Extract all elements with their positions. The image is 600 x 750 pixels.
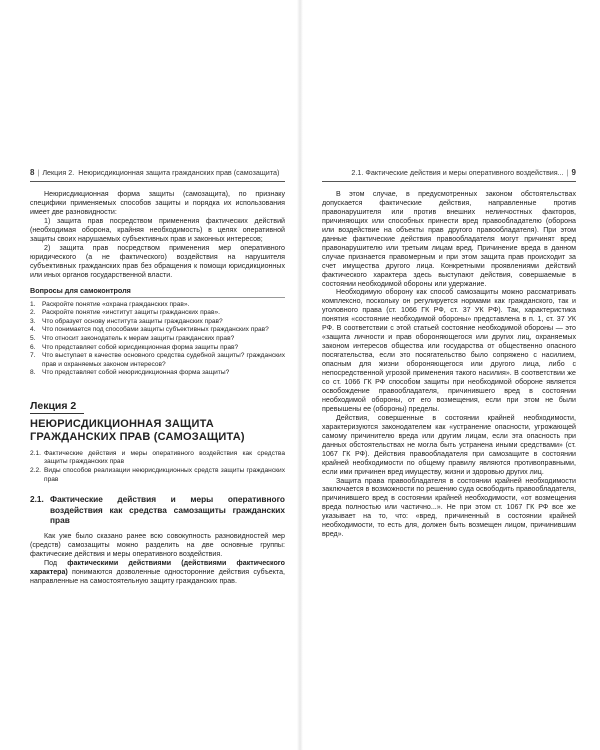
bold-term: фактическими действиями (действиями фактического характера) xyxy=(30,558,285,576)
intro-paragraph-2: 1) защита прав посредством применения фактических действий (необходимая оборона, крайняя необходимость) в целях оперативной защиты своих нарушаемых субъективных прав и законных интересов; xyxy=(30,216,285,243)
right-header-section: 2.1. Фактические действия и меры оперативного воздействия... xyxy=(351,168,564,177)
section-number: 2.1. xyxy=(30,494,44,505)
right-running-header: 2.1. Фактические действия и меры оперативного воздействия... | 9 xyxy=(322,165,576,182)
list-item: 7. Что выступает в качестве основного средства судебной защиты? гражданских прав и охраняемых законом интересов? xyxy=(30,352,285,368)
intro-paragraph-1: Неюрисдикционная форма защиты (самозащита), по признаку специфики применяемых способов защиты и порядка их использования имеет две разновидности: xyxy=(30,190,285,216)
right-page-number: 9 xyxy=(571,168,576,177)
left-page-number: 8 xyxy=(30,168,35,177)
right-paragraph-1: В этом случае, в предусмотренных законом обстоятельствах допускается фактические действия, направленные против правонарушителя или против внешних нелинчостных факторов, причиняющих или способных принести вред правообладателю (оборона или воздействие на объекты прав другого правообладателя). При этом данные фактические действия правообладателя могут причинят вред правонарушителю или третьим лицам вред. Причинение вреда в данном случае признается правомерным и при этом защита прав происходит за счет имущества другого лица. Конкретными проявлениями действий фактического характера здесь выступают действия, совершаемые в состоянии необходимой обороны или удержание. xyxy=(322,190,576,288)
toc-item: 2.1. Фактические действия и меры оперативного воздействия как средства защиты гражданских прав xyxy=(30,449,285,466)
lecture-label: Лекция 2 xyxy=(30,400,84,414)
right-paragraph-3: Действия, совершенные в состоянии крайней необходимости, характеризуются законодателем как «устранение опасности, угрожающей самому причинителю вреда или другим лицам, если эта опасность при данных обстоятельствах не могла быть устранена иными средствами» (ст. 1067 ГК РФ). Действия правообладателя при самозащите в состоянии крайней необходимости по общему правилу являются противоправными, если ими причинен вред имуществу, жизни и здоровью других лиц. xyxy=(322,413,576,476)
section-heading xyxy=(30,494,285,526)
questions-title: Вопросы для самоконтроля xyxy=(30,286,285,298)
lecture-title xyxy=(30,418,285,444)
list-item: 1. Раскройте понятие «охрана гражданских прав». xyxy=(30,300,190,308)
list-item: 8. Что представляет собой неюрисдикционная форма защиты? xyxy=(30,369,230,377)
toc-item: 2.2. Виды способов реализации неюрисдикционных средств защиты гражданских прав xyxy=(30,467,285,483)
lecture-title-line-2: ГРАЖДАНСКИХ ПРАВ (САМОЗАЩИТА) xyxy=(30,430,245,443)
right-paragraph-4: Защита права правообладателя в состоянии крайней необходимости заключается в возможности по решению суда освободить правообладателя, причинившего вред в состоянии крайней необходимости, «от возмещения вреда полностью или частично...». Не при этом ст. 1067 ГК РФ все же указывает на то, что: «вред, причиненный в состоянии крайней необходимости, то есть для, должен быть возмещен лицом, причинившим вред». xyxy=(322,476,576,539)
list-item: 4. Что понимается под способами защиты субъективных гражданских прав? xyxy=(30,326,269,334)
right-page xyxy=(300,0,600,750)
lecture-title-line-1: НЕЮРИСДИКЦИОННАЯ ЗАЩИТА xyxy=(30,417,214,430)
list-item: 3. Что образует основу института защиты гражданских прав? xyxy=(30,317,223,325)
lecture-toc xyxy=(30,450,285,484)
left-header-lecture: Лекция 2. xyxy=(42,168,75,177)
right-paragraph-2: Необходимую оборону как способ самозащиты можно рассматривать комплексно, поскольку он регулируется нормами как гражданского, так и уголовного права (ст. 1066 ГК РФ, ст. 37 УК РФ). Так, характеристика понятия «состояние необходимой обороны» представлена в п. 1, ст. 37 УК РФ. В соответствии с этой статьей состояние необходимой обороны — это «защита личности и прав обороняющегося или других лиц, охраняемых законом интересов общества или государства от общественно опасного посягательства, если это посягательство было сопряжено с насилием, опасным для жизни обороняющегося или другого лица, либо с непосредственной угрозой применения такого насилия». В соответствии же со ст. 1066 ГК РФ способом защиты при необходимой обороне является освобождение правообладателя, причинившего вред в состоянии необходимой обороны, от его возмещения, если при этом не были превышены ее (обороны) пределы. xyxy=(322,288,576,413)
list-item: 6. Что представляет собой юрисдикционная форма защиты прав? xyxy=(30,343,239,351)
left-running-header: 8 | Лекция 2. Неюрисдикционная защита гражданских прав (самозащита) xyxy=(30,165,285,182)
intro-paragraph-3: 2) защита прав посредством применения мер оперативного юридического (а не фактического) воздействия на нарушителя субъективных гражданских прав без обращения к помощи юрисдикционных или иных органов государственной власти. xyxy=(30,243,285,279)
section-paragraph-2: Под фактическими действиями (действиями фактического характера) понимаются дозволенные односторонние действия субъекта, направленные на самостоятельную защиту гражданских прав. xyxy=(30,558,285,585)
section-title: Фактические действия и меры оперативного воздействия как средства самозащиты гражданских прав xyxy=(50,494,285,526)
list-item: 2. Раскройте понятие «институт защиты гражданских прав». xyxy=(30,309,220,317)
questions-list xyxy=(30,301,285,378)
right-body xyxy=(322,190,576,539)
list-item: 5. Что относит законодатель к мерам защиты гражданских прав? xyxy=(30,334,235,342)
section-paragraph-1: Как уже было сказано ранее всю совокупность разновидностей мер (средств) самозащиты можно разделить на две основные группы: фактические действия и меры оперативного воздействия. xyxy=(30,531,285,558)
left-body xyxy=(30,190,285,585)
left-header-title: Неюрисдикционная защита гражданских прав (самозащита) xyxy=(78,168,280,177)
